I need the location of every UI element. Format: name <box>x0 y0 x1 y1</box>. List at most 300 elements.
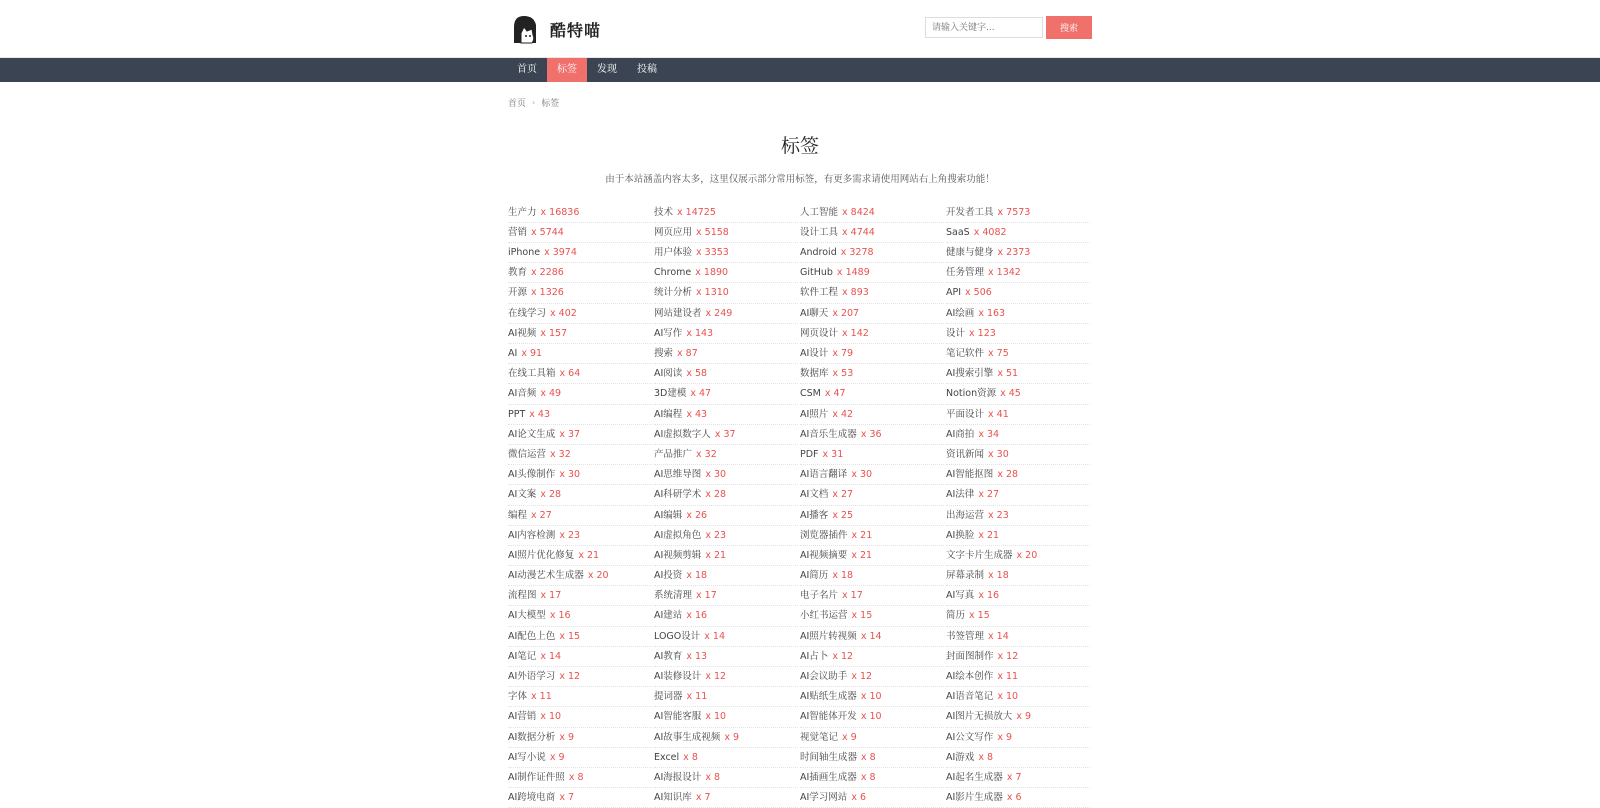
tag-item[interactable] <box>946 606 1090 626</box>
tag-item[interactable] <box>800 243 944 263</box>
tag-name: 搜索 <box>654 348 674 360</box>
tag-item[interactable] <box>800 364 944 384</box>
tag-item[interactable] <box>946 283 1090 303</box>
tag-count: x 30 <box>988 448 1009 460</box>
nav-item[interactable]: 标签 <box>547 58 587 82</box>
tag-item[interactable] <box>508 203 652 223</box>
tag-name: AI学习网站 <box>800 792 848 804</box>
tag-count: x 10 <box>860 691 882 703</box>
tag-count: x 11 <box>531 691 552 703</box>
tag-item[interactable] <box>654 707 798 727</box>
tag-item[interactable] <box>654 425 798 445</box>
tag-count: x 143 <box>686 327 714 339</box>
tag-item[interactable] <box>654 566 798 586</box>
tag-name: AI换脸 <box>946 529 975 541</box>
tag-count: x 16 <box>978 590 1000 602</box>
tag-count: x 14725 <box>677 206 716 218</box>
tag-count: x 28 <box>540 489 562 501</box>
tag-count: x 64 <box>559 368 581 380</box>
tag-name: AI编辑 <box>654 509 683 521</box>
tag-count: x 11 <box>686 691 708 703</box>
tag-item[interactable] <box>508 748 652 768</box>
tag-count: x 12 <box>832 650 854 662</box>
tag-item[interactable] <box>946 506 1090 526</box>
tag-name: 健康与健身 <box>946 247 994 259</box>
tag-item[interactable] <box>654 344 798 364</box>
tag-item[interactable] <box>654 384 798 404</box>
tag-name: iPhone <box>508 247 541 259</box>
tag-name: 软件工程 <box>800 287 839 299</box>
tag-name: 浏览器插件 <box>800 529 848 541</box>
tag-item[interactable] <box>508 586 652 606</box>
tag-name: 网站建设者 <box>654 307 702 319</box>
tag-item[interactable] <box>946 627 1090 647</box>
tag-item[interactable] <box>800 526 944 546</box>
tag-item[interactable] <box>946 445 1090 465</box>
tag-count: x 42 <box>832 408 854 420</box>
tag-name: AI占卜 <box>800 650 829 662</box>
tag-item[interactable] <box>654 728 798 748</box>
tag-count: x 1890 <box>695 267 729 279</box>
tag-count: x 12 <box>997 650 1019 662</box>
tag-item[interactable] <box>654 324 798 344</box>
tag-count: x 8 <box>861 751 876 763</box>
tag-item[interactable] <box>654 526 798 546</box>
tag-name: Notion资源 <box>946 388 997 400</box>
tag-name: AI商拍 <box>946 428 975 440</box>
site-logo[interactable] <box>508 13 601 45</box>
tag-count: x 9 <box>1016 711 1031 723</box>
tag-item[interactable] <box>654 606 798 626</box>
tag-count: x 37 <box>714 428 736 440</box>
tag-item[interactable] <box>654 243 798 263</box>
tag-item[interactable] <box>508 566 652 586</box>
tag-item[interactable] <box>654 465 798 485</box>
tag-count: x 16836 <box>540 206 580 218</box>
tag-name: LOGO设计 <box>654 630 701 642</box>
tag-item[interactable] <box>508 788 652 808</box>
tag-name: 屏幕录制 <box>946 570 985 582</box>
nav-item[interactable]: 投稿 <box>637 64 657 75</box>
tag-count: x 18 <box>832 570 854 582</box>
tag-item[interactable] <box>508 526 652 546</box>
tag-item[interactable] <box>654 647 798 667</box>
tag-name: 封面图制作 <box>946 650 994 662</box>
tag-count: x 2286 <box>531 267 564 279</box>
tag-count: x 15 <box>851 610 873 622</box>
site-name: 酷特喵 <box>550 20 602 40</box>
tag-item[interactable] <box>508 405 652 425</box>
tag-count: x 87 <box>677 348 698 360</box>
tag-item[interactable] <box>508 707 652 727</box>
tag-name: 数据库 <box>800 368 829 380</box>
tag-count: x 26 <box>686 509 708 521</box>
tag-count: x 5158 <box>696 226 729 238</box>
tag-name: AI绘本创作 <box>946 671 994 683</box>
tag-count: x 3974 <box>544 247 577 259</box>
tag-name: AI编程 <box>654 408 683 420</box>
tag-name: AI智能客服 <box>654 711 702 723</box>
tag-item[interactable] <box>800 606 944 626</box>
tag-count: x 45 <box>1000 388 1021 400</box>
tag-name: 网页应用 <box>654 226 693 238</box>
tag-name: AI故事生成视频 <box>654 731 721 743</box>
tag-count: x 34 <box>978 428 1000 440</box>
tag-name: 开源 <box>508 287 528 299</box>
tag-name: AI设计 <box>800 348 829 360</box>
tag-item[interactable] <box>654 304 798 324</box>
tag-name: AI论文生成 <box>508 428 556 440</box>
tag-item[interactable] <box>946 304 1090 324</box>
tag-item[interactable] <box>946 667 1090 687</box>
tag-name: AI配色上色 <box>508 630 556 642</box>
search-input[interactable] <box>925 17 1043 38</box>
tag-count: x 1342 <box>988 267 1021 279</box>
tag-list <box>508 203 1092 808</box>
tag-count: x 16 <box>549 610 571 622</box>
tag-item[interactable] <box>800 707 944 727</box>
tag-name: AI教育 <box>654 650 683 662</box>
tag-count: x 9 <box>724 731 739 743</box>
tag-item[interactable] <box>654 506 798 526</box>
tag-item[interactable] <box>946 687 1090 707</box>
tag-count: x 30 <box>705 469 727 481</box>
tag-item[interactable] <box>508 667 652 687</box>
tag-name: AI写小说 <box>508 751 546 763</box>
tag-item[interactable] <box>946 768 1090 788</box>
tag-count: x 16 <box>686 610 708 622</box>
tag-item[interactable] <box>800 728 944 748</box>
tag-item[interactable] <box>946 243 1090 263</box>
tag-name: AI视频 <box>508 327 537 339</box>
tag-name: 在线工具箱 <box>508 368 556 380</box>
tag-item[interactable] <box>800 223 944 243</box>
tag-item[interactable] <box>800 667 944 687</box>
tag-count: x 18 <box>988 570 1009 582</box>
tag-item[interactable] <box>654 768 798 788</box>
tag-count: x 4744 <box>842 226 875 238</box>
tag-count: x 49 <box>540 388 562 400</box>
tag-item[interactable] <box>508 425 652 445</box>
tag-name: 开发者工具 <box>946 206 994 218</box>
tag-item[interactable] <box>654 223 798 243</box>
tag-count: x 1310 <box>696 287 729 299</box>
tag-count: x 893 <box>842 287 869 299</box>
site-header <box>0 0 1600 58</box>
tag-name: 出海运营 <box>946 509 985 521</box>
tag-name: AI图片无损放大 <box>946 711 1013 723</box>
tag-name: GitHub <box>800 267 833 279</box>
tag-item[interactable] <box>946 728 1090 748</box>
tag-name: AI思维导图 <box>654 469 702 481</box>
tag-name: AI插画生成器 <box>800 771 857 783</box>
tag-name: AI大模型 <box>508 610 546 622</box>
tag-name: AI知识库 <box>654 792 692 804</box>
tag-count: x 8424 <box>842 206 875 218</box>
tag-item[interactable] <box>654 203 798 223</box>
tag-item[interactable] <box>800 647 944 667</box>
tag-item[interactable] <box>946 223 1090 243</box>
tag-name: 网页设计 <box>800 327 839 339</box>
tag-count: x 28 <box>997 469 1019 481</box>
cat-logo-icon <box>508 13 540 45</box>
tag-name: 营销 <box>508 226 528 238</box>
tag-item[interactable] <box>800 485 944 505</box>
nav-item[interactable]: 首页 <box>517 64 537 75</box>
page-title: 标签 <box>780 135 819 157</box>
breadcrumb-home[interactable]: 首页 <box>508 99 527 109</box>
tag-count: x 47 <box>824 388 846 400</box>
tag-item[interactable] <box>946 465 1090 485</box>
tag-item[interactable] <box>800 425 944 445</box>
tag-item[interactable] <box>508 283 652 303</box>
tag-count: x 157 <box>540 327 568 339</box>
tag-count: x 21 <box>978 529 1000 541</box>
tag-name: AI数据分析 <box>508 731 556 743</box>
tag-name: 书签管理 <box>946 630 985 642</box>
tag-item[interactable] <box>800 546 944 566</box>
tag-item[interactable] <box>508 687 652 707</box>
tag-count: x 1326 <box>531 287 564 299</box>
tag-count: x 4082 <box>973 226 1007 238</box>
tag-item[interactable] <box>946 405 1090 425</box>
tag-item[interactable] <box>654 546 798 566</box>
tag-item[interactable] <box>946 324 1090 344</box>
tag-count: x 58 <box>686 368 708 380</box>
tag-item[interactable] <box>800 506 944 526</box>
tag-count: x 15 <box>969 610 990 622</box>
tag-count: x 37 <box>559 428 581 440</box>
tag-item[interactable] <box>946 546 1090 566</box>
tag-count: x 3353 <box>696 247 729 259</box>
tag-name: Android <box>800 247 837 259</box>
tag-item[interactable] <box>654 283 798 303</box>
tag-name: AI绘画 <box>946 307 975 319</box>
tag-item[interactable] <box>508 364 652 384</box>
tag-item[interactable] <box>946 364 1090 384</box>
tag-item[interactable] <box>654 627 798 647</box>
tag-item[interactable] <box>508 546 652 566</box>
tag-item[interactable] <box>654 485 798 505</box>
tag-count: x 12 <box>851 671 873 683</box>
tag-count: x 28 <box>705 489 727 501</box>
tag-count: x 23 <box>988 509 1009 521</box>
tag-item[interactable] <box>654 263 798 283</box>
tag-count: x 27 <box>531 509 552 521</box>
tag-count: x 8 <box>568 771 584 783</box>
breadcrumb <box>508 96 1092 109</box>
tag-item[interactable] <box>946 263 1090 283</box>
tag-name: 编程 <box>508 509 528 521</box>
tag-item[interactable] <box>946 586 1090 606</box>
tag-name: AI笔记 <box>508 650 537 662</box>
tag-item[interactable] <box>654 364 798 384</box>
tag-item[interactable] <box>800 405 944 425</box>
tag-count: x 2373 <box>997 247 1031 259</box>
tag-count: x 8 <box>683 751 698 763</box>
tag-item[interactable] <box>508 606 652 626</box>
tag-item[interactable] <box>800 384 944 404</box>
tag-count: x 91 <box>521 348 543 360</box>
tag-item[interactable] <box>800 263 944 283</box>
tag-item[interactable] <box>508 485 652 505</box>
tag-item[interactable] <box>800 324 944 344</box>
page-description: 由于本站涵盖内容太多，这里仅展示部分常用标签，有更多需求请使用网站右上角搜索功能！ <box>605 173 995 185</box>
tag-item[interactable] <box>654 405 798 425</box>
tag-count: x 9 <box>842 731 857 743</box>
tag-count: x 10 <box>705 711 727 723</box>
tag-item[interactable] <box>654 445 798 465</box>
tag-name: AI简历 <box>800 570 829 582</box>
tag-count: x 12 <box>559 671 581 683</box>
tag-item[interactable] <box>508 304 652 324</box>
tag-count: x 43 <box>686 408 708 420</box>
tag-item[interactable] <box>946 485 1090 505</box>
tag-name: AI游戏 <box>946 751 975 763</box>
tag-count: x 21 <box>578 549 600 561</box>
tag-item[interactable] <box>508 344 652 364</box>
tag-item[interactable] <box>946 566 1090 586</box>
tag-name: AI外语学习 <box>508 671 556 683</box>
tag-count: x 21 <box>705 549 727 561</box>
tag-name: 教育 <box>508 267 528 279</box>
tag-item[interactable] <box>946 425 1090 445</box>
tag-name: AI制作证件照 <box>508 771 565 783</box>
tag-count: x 506 <box>965 287 992 299</box>
tag-item[interactable] <box>508 384 652 404</box>
tag-item[interactable] <box>946 788 1090 808</box>
tag-item[interactable] <box>508 627 652 647</box>
tag-item[interactable] <box>946 707 1090 727</box>
tag-name: 在线学习 <box>508 307 547 319</box>
tag-item[interactable] <box>508 445 652 465</box>
tag-count: x 402 <box>550 307 577 319</box>
tag-count: x 14 <box>540 650 562 662</box>
tag-item[interactable] <box>800 203 944 223</box>
tag-count: x 31 <box>822 448 844 460</box>
tag-item[interactable] <box>508 728 652 748</box>
tag-count: x 17 <box>540 590 562 602</box>
tag-item[interactable] <box>508 263 652 283</box>
tag-name: AI写作 <box>654 327 683 339</box>
tag-name: 流程图 <box>508 590 537 602</box>
tag-name: AI营销 <box>508 711 537 723</box>
tag-item[interactable] <box>508 465 652 485</box>
tag-item[interactable] <box>800 788 944 808</box>
tag-name: 小红书运营 <box>800 610 848 622</box>
tag-item[interactable] <box>508 768 652 788</box>
tag-count: x 51 <box>997 368 1019 380</box>
tag-name: AI跨境电商 <box>508 792 556 804</box>
tag-count: x 20 <box>587 570 609 582</box>
tag-count: x 47 <box>690 388 712 400</box>
tag-item[interactable] <box>654 586 798 606</box>
tag-item[interactable] <box>654 748 798 768</box>
tag-item[interactable] <box>800 465 944 485</box>
tag-name: PDF <box>800 448 819 460</box>
tag-count: x 10 <box>997 691 1019 703</box>
tag-item[interactable] <box>946 384 1090 404</box>
tag-item[interactable] <box>800 344 944 364</box>
tag-count: x 18 <box>686 570 708 582</box>
tag-item[interactable] <box>800 748 944 768</box>
tag-item[interactable] <box>800 627 944 647</box>
tag-count: x 43 <box>529 408 550 420</box>
tag-name: AI音频 <box>508 388 537 400</box>
tag-count: x 7573 <box>997 206 1031 218</box>
tag-item[interactable] <box>800 304 944 324</box>
tag-name: AI公文写作 <box>946 731 994 743</box>
tag-count: x 6 <box>851 792 866 804</box>
tag-name: 用户体验 <box>654 247 693 259</box>
tag-count: x 9 <box>559 731 574 743</box>
tag-name: 设计 <box>946 327 966 339</box>
tag-name: 系统清理 <box>654 590 693 602</box>
tag-item[interactable] <box>946 344 1090 364</box>
tag-item[interactable] <box>800 445 944 465</box>
tag-item[interactable] <box>800 586 944 606</box>
tag-count: x 27 <box>832 489 854 501</box>
search-form <box>925 17 1092 39</box>
tag-name: 视觉笔记 <box>800 731 839 743</box>
tag-count: x 9 <box>997 731 1012 743</box>
tag-item[interactable] <box>508 243 652 263</box>
tag-item[interactable] <box>946 526 1090 546</box>
tag-name: AI建站 <box>654 610 683 622</box>
tag-count: x 7 <box>559 792 574 804</box>
tag-item[interactable] <box>946 748 1090 768</box>
tag-count: x 10 <box>540 711 562 723</box>
nav-item[interactable]: 发现 <box>597 64 617 75</box>
tag-name: AI阅读 <box>654 368 683 380</box>
tag-count: x 32 <box>696 448 717 460</box>
tag-name: AI写真 <box>946 590 975 602</box>
tag-item[interactable] <box>800 768 944 788</box>
breadcrumb-current: 标签 <box>541 99 560 109</box>
tag-count: x 14 <box>988 630 1009 642</box>
tag-item[interactable] <box>654 788 798 808</box>
tag-count: x 5744 <box>531 226 564 238</box>
tag-item[interactable] <box>508 647 652 667</box>
tag-item[interactable] <box>946 647 1090 667</box>
tag-item[interactable] <box>508 223 652 243</box>
tag-item[interactable] <box>654 667 798 687</box>
tag-item[interactable] <box>800 566 944 586</box>
tag-count: x 53 <box>832 368 854 380</box>
tag-name: 任务管理 <box>946 267 985 279</box>
tag-item[interactable] <box>654 687 798 707</box>
tag-item[interactable] <box>508 506 652 526</box>
tag-name: AI语音笔记 <box>946 691 994 703</box>
tag-name: AI视频摘要 <box>800 549 848 561</box>
tag-name: AI聊天 <box>800 307 829 319</box>
tag-name: AI法律 <box>946 489 975 501</box>
tag-name: 电子名片 <box>800 590 839 602</box>
tag-item[interactable] <box>800 283 944 303</box>
tag-count: x 30 <box>851 469 873 481</box>
tag-name: AI贴纸生成器 <box>800 691 857 703</box>
tag-name: AI海报设计 <box>654 771 702 783</box>
tag-name: 平面设计 <box>946 408 985 420</box>
tag-item[interactable] <box>946 203 1090 223</box>
tag-name: 人工智能 <box>800 206 839 218</box>
tag-item[interactable] <box>800 687 944 707</box>
tag-item[interactable] <box>508 324 652 344</box>
tag-count: x 12 <box>705 671 727 683</box>
chevron-right-icon: › <box>532 98 536 107</box>
tag-count: x 21 <box>851 549 873 561</box>
search-button[interactable]: 搜索 <box>1046 16 1092 39</box>
